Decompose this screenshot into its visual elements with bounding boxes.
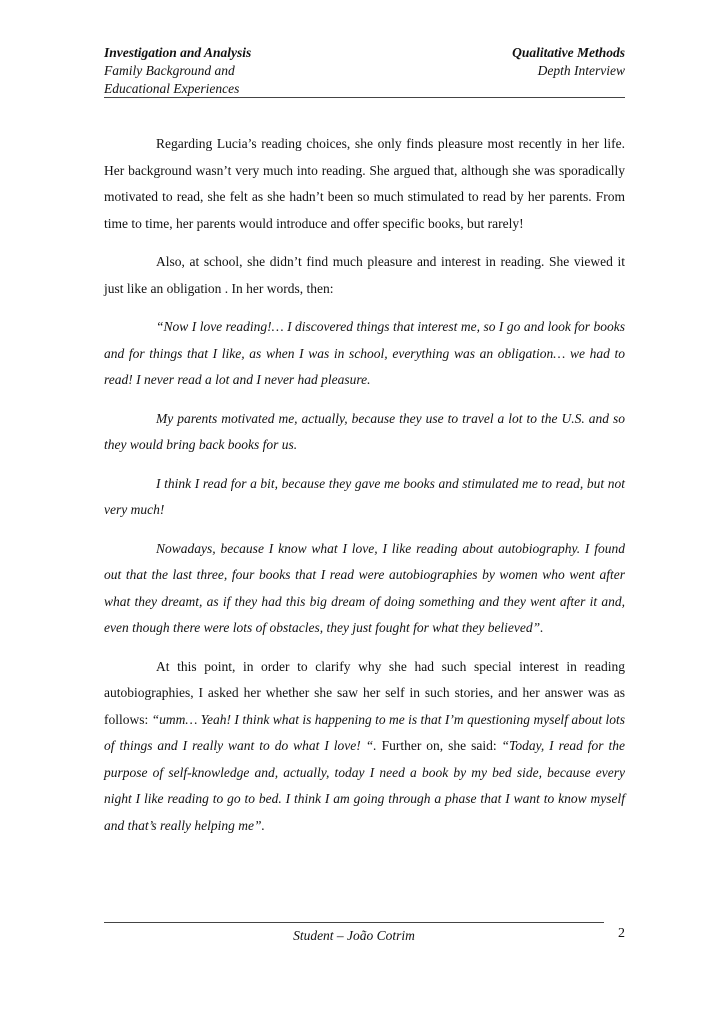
header-topic-line2: Educational Experiences (104, 81, 240, 96)
quote-parents: My parents motivated me, actually, because they use to travel a lot to the U.S. and so they would bring back books for us. (104, 410, 625, 452)
quote-read-a-bit: I think I read for a bit, because they gave me books and stimulated me to read, but not very much! (104, 475, 625, 517)
footer-divider (104, 922, 604, 923)
header-methods-title: Qualitative Methods (512, 45, 625, 60)
header-left (104, 44, 251, 98)
clarification-text-a: At this point, in order to clarify why she had such special interest in reading autobiographies, I asked her whether she saw her self in such stories, and her answer was as follows: (104, 658, 625, 727)
quote-love-reading: “Now I love reading!… I discovered things that interest me, so I go and look for books and for things that I like, as when I was in school, everything was an obligation… we had to read! I never read a lot and I never had pleasure. (104, 319, 625, 387)
header-divider (104, 97, 625, 98)
paragraph-reading-choices: Regarding Lucia’s reading choices, she only finds pleasure most recently in her life. Her background wasn’t very much into reading. She argued that, although she was sporadically motivated to read, she felt as she hadn’t been so much stimulated to read by her parents. From time to time, her parents would introduce and offer specific books, but rarely! (104, 136, 625, 231)
clarification-quote-2: “Today, I read for the purpose of self-knowledge and, actually, today I need a book by my bed side, because every night I like reading to go to bed. I think I am going through a phase that I want to know myself and that’s really helping me”. (104, 738, 626, 833)
header-topic-line1: Family Background and (104, 63, 235, 78)
paragraph-clarification (104, 654, 625, 840)
paragraph-school: Also, at school, she didn’t find much pleasure and interest in reading. She viewed it just like an obligation . In her words, then: (104, 254, 625, 296)
header-method-type: Depth Interview (537, 63, 625, 78)
footer-author: Student – João Cotrim (293, 928, 415, 943)
header-course-title: Investigation and Analysis (104, 45, 252, 60)
document-body (104, 131, 625, 851)
clarification-quote-1: “umm… Yeah! I think what is happening to me is that I’m questioning myself about lots of things and I really want to do what I love! “. (104, 711, 625, 753)
clarification-text-b: Further on, she said: (376, 738, 502, 753)
quote-autobiography: Nowadays, because I know what I love, I like reading about autobiography. I found out that the last three, four books that I read were autobiographies by women who went after what they dreamt, as if they had this big dream of doing something and they went after it and, even though there were lots of obstacles, they just fought for what they believed”. (104, 540, 625, 635)
page-header (104, 44, 625, 96)
page-number: 2 (618, 926, 625, 941)
header-right (512, 44, 625, 80)
